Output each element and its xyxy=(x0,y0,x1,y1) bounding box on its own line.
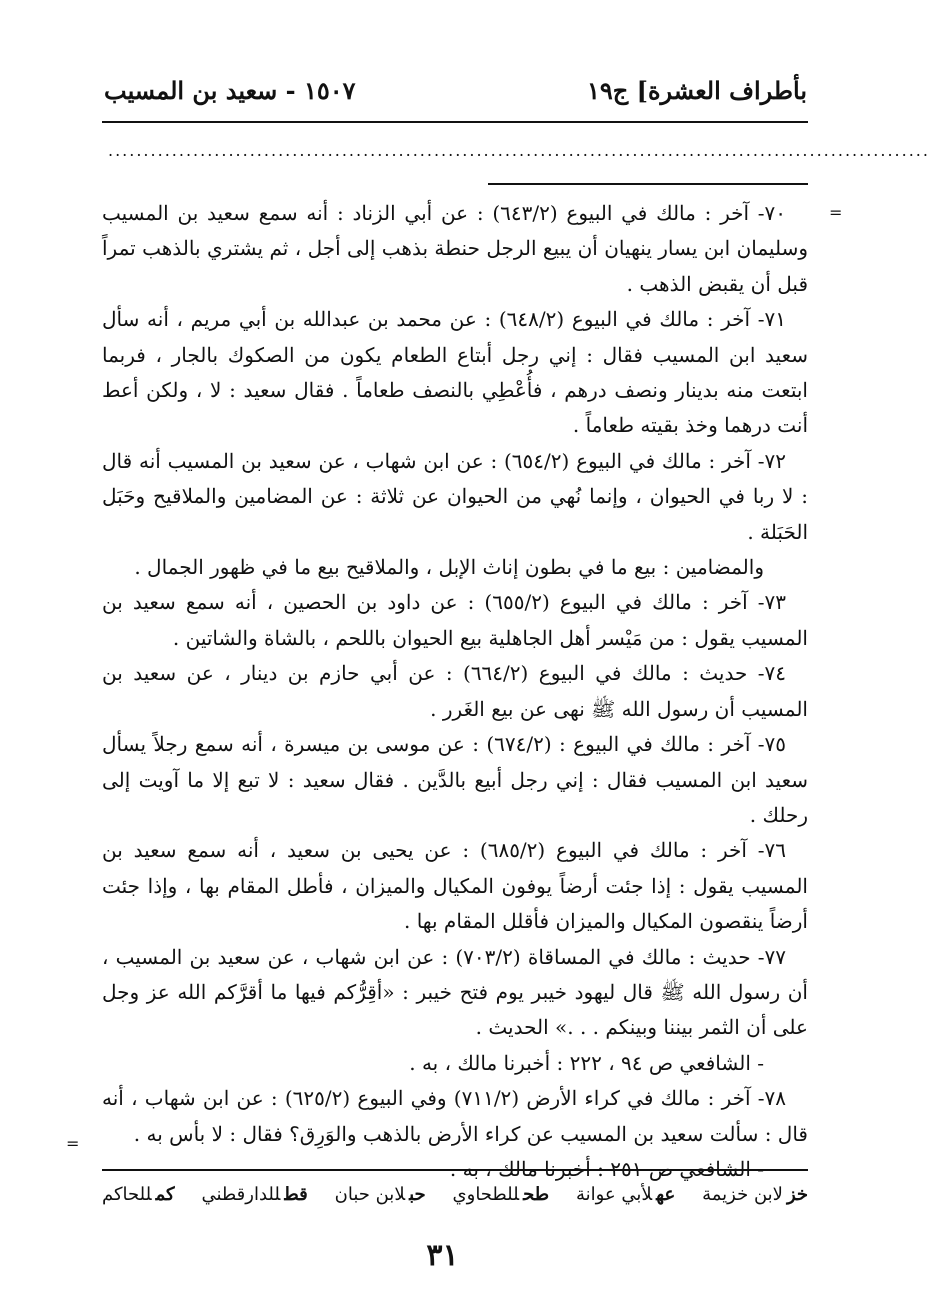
entry-note: والمضامين : بيع ما في بطون إناث الإبل ، والملاقيح بيع ما في ظهور الجمال . xyxy=(134,555,764,580)
legend-item xyxy=(102,1184,175,1205)
entry-paragraph: ٧٢- آخر : مالك في البيوع (٦٥٤/٢) : عن ابن شهاب ، عن سعيد بن المسيب أنه قال : لا ربا في الحيوان ، وإنما نُهي من الحيوان عن ثلاثة : عن المضامين والملاقيح وحَبَل الحَبَلة . xyxy=(102,448,808,544)
body-text xyxy=(102,196,808,1187)
margin-mark-bottom: = xyxy=(66,1134,80,1153)
legend-abbr: كم xyxy=(155,1184,175,1205)
legend-abbr: حب xyxy=(409,1184,426,1205)
legend-item xyxy=(702,1184,808,1205)
legend-item xyxy=(576,1184,675,1205)
legend-name: لأبي عوانة xyxy=(575,1184,653,1205)
running-header-section: ١٥٠٧ - سعيد بن المسيب xyxy=(104,76,356,105)
entry-paragraph: ٧٧- حديث : مالك في المساقاة (٧٠٣/٢) : عن ابن شهاب ، عن سعيد بن المسيب ، أن رسول الله ﷺ قال ليهود خيبر يوم فتح خيبر : «أقِرُّكم فيها ما أقرَّكم الله عز وجل على أن الثمر بيننا وبينكم . . .» الحديث . xyxy=(102,944,808,1040)
header-rule xyxy=(102,121,808,123)
entry-paragraph: ٧٦- آخر : مالك في البيوع (٦٨٥/٢) : عن يحيى بن سعيد ، أنه سمع سعيد بن المسيب يقول : إذا جئت أرضاً يوفون المكيال والميزان ، فأطل المقام بها ، وإذا جئت أرضاً ينقصون المكيال والميزان فأقلل المقام بها . xyxy=(102,838,808,934)
entry-paragraph: ٧٨- آخر : مالك في كراء الأرض (٧١١/٢) وفي البيوع (٦٢٥/٢) : عن ابن شهاب ، أنه قال : سألت سعيد بن المسيب عن كراء الأرض بالذهب والوَرِق؟ فقال : لا بأس به . xyxy=(102,1086,808,1146)
margin-mark-top: = xyxy=(829,203,843,222)
entry-paragraph: ٧٠- آخر : مالك في البيوع (٦٤٣/٢) : عن أبي الزناد : أنه سمع سعيد بن المسيب وسليمان ابن يسار ينهيان أن يبيع الرجل حنطة بذهب إلى أجل ، ثم يشتري بالذهب تمراً قبل أن يقبض الذهب . xyxy=(102,201,808,296)
entry-paragraph: ٧٥- آخر : مالك في البيوع : (٦٧٤/٢) : عن موسى بن ميسرة ، أنه سمع رجلاً يسأل سعيد ابن المسيب فقال : إني رجل أبيع بالدَّين . فقال سعيد : لا تبع إلا ما آويت إلى رحلك . xyxy=(102,732,808,827)
legend-abbr: عه xyxy=(656,1184,676,1205)
abbreviation-legend xyxy=(102,1184,808,1205)
legend-item xyxy=(335,1184,426,1205)
entry-paragraph: ٧٤- حديث : مالك في البيوع (٦٦٤/٢) : عن أبي حازم بن دينار ، عن سعيد بن المسيب أن رسول الله ﷺ نهى عن بيع الغَرر . xyxy=(102,661,808,721)
legend-abbr: قط xyxy=(284,1184,308,1205)
entry-note: - الشافعي ص ٩٤ ، ٢٢٢ : أخبرنا مالك ، به . xyxy=(409,1050,764,1075)
entry-paragraph: ٧٣- آخر : مالك في البيوع (٦٥٥/٢) : عن داود بن الحصين ، أنه سمع سعيد بن المسيب يقول : من مَيْسر أهل الجاهلية بيع الحيوان باللحم ، بالشاة والشاتين . xyxy=(102,590,808,650)
legend-name: للدارقطني xyxy=(201,1184,281,1205)
legend-name: لابن حبان xyxy=(334,1184,406,1205)
legend-abbr: طح xyxy=(523,1184,550,1205)
short-rule xyxy=(488,183,808,185)
footer-rule xyxy=(102,1169,808,1171)
legend-abbr: خز xyxy=(786,1184,808,1205)
legend-name: للطحاوي xyxy=(452,1184,520,1205)
legend-item xyxy=(453,1184,550,1205)
page-number: ٣١ xyxy=(426,1238,459,1273)
legend-item xyxy=(201,1184,307,1205)
dotted-separator: .................................................................................................................... xyxy=(108,141,930,160)
legend-name: للحاكم xyxy=(102,1184,152,1205)
legend-name: لابن خزيمة xyxy=(702,1184,783,1205)
entry-note: - الشافعي ص ٢٥١ : أخبرنا مالك ، به . xyxy=(449,1156,764,1181)
entry-paragraph: ٧١- آخر : مالك في البيوع (٦٤٨/٢) : عن محمد بن عبدالله بن أبي مريم ، أنه سأل سعيد ابن المسيب فقال : إني رجل أبتاع الطعام يكون من الصكوك بالجار ، فربما ابتعت منه بدينار ونصف درهم ، فأُعْطِي بالنصف طعاماً . فقال سعيد : لا ، ولكن أعط أنت درهما وخذ بقيته طعاماً . xyxy=(102,307,808,438)
running-header-title: بأطراف العشرة] ج١٩ xyxy=(586,76,807,105)
